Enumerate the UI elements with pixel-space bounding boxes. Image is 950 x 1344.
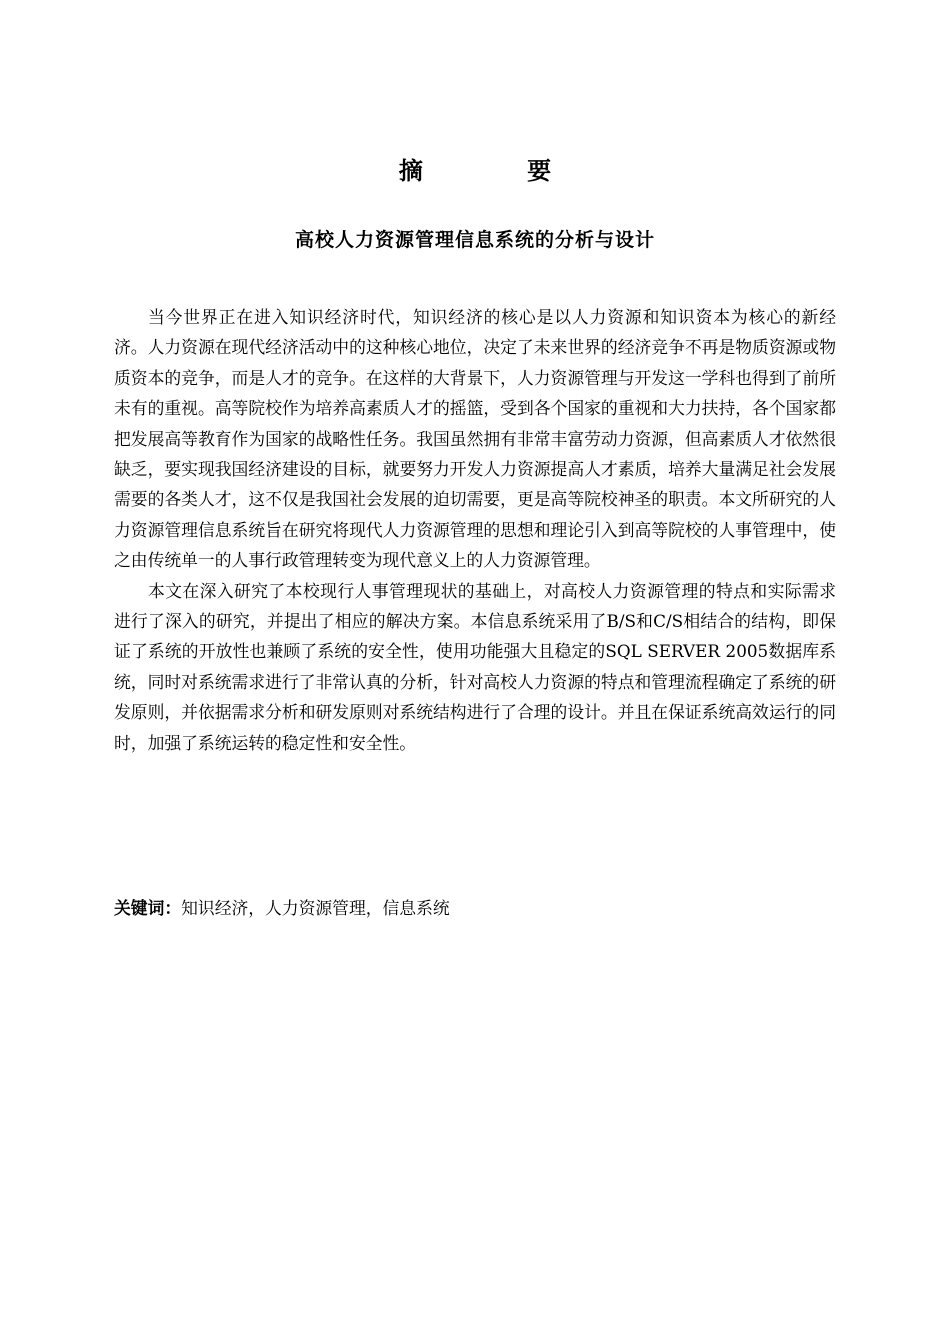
abstract-body — [114, 302, 836, 758]
thesis-title: 高校人力资源管理信息系统的分析与设计 — [294, 229, 655, 251]
keywords-line — [114, 893, 836, 923]
keywords-value: 知识经济，人力资源管理，信息系统 — [181, 898, 450, 918]
abstract-title: 摘 要 — [398, 156, 600, 185]
abstract-paragraph-1: 当今世界正在进入知识经济时代，知识经济的核心是以人力资源和知识资本为核心的新经济。人力资源在现代经济活动中的这种核心地位，决定了未来世界的经济竞争不再是物质资源或物质资本的竞争，而是人才的竞争。在这样的大背景下，人力资源管理与开发这一学科也得到了前所未有的重视。高等院校作为培养高素质人才的摇篮，受到各个国家的重视和大力扶持，各个国家都把发展高等教育作为国家的战略性任务。我国虽然拥有非常丰富劳动力资源，但高素质人才依然很缺乏，要实现我国经济建设的目标，就要努力开发人力资源提高人才素质，培养大量满足社会发展需要的各类人才，这不仅是我国社会发展的迫切需要，更是高等院校神圣的职责。本文所研究的人力资源管理信息系统旨在研究将现代人力资源管理的思想和理论引入到高等院校的人事管理中，使之由传统单一的人事行政管理转变为现代意义上的人力资源管理。 — [114, 307, 836, 571]
keywords-label: 关键词： — [114, 898, 182, 918]
abstract-paragraph-2: 本文在深入研究了本校现行人事管理现状的基础上，对高校人力资源管理的特点和实际需求进行了深入的研究，并提出了相应的解决方案。本信息系统采用了B/S和C/S相结合的结构，即保证了系统的开放性也兼顾了系统的安全性，使用功能强大且稳定的SQL SERVER 2005数据库系统，同时对系统需求进行了非常认真的分析，针对高校人力资源的特点和管理流程确定了系统的研发原则，并依据需求分析和研发原则对系统结构进行了合理的设计。并且在保证系统高效运行的同时，加强了系统运转的稳定性和安全性。 — [114, 580, 836, 753]
